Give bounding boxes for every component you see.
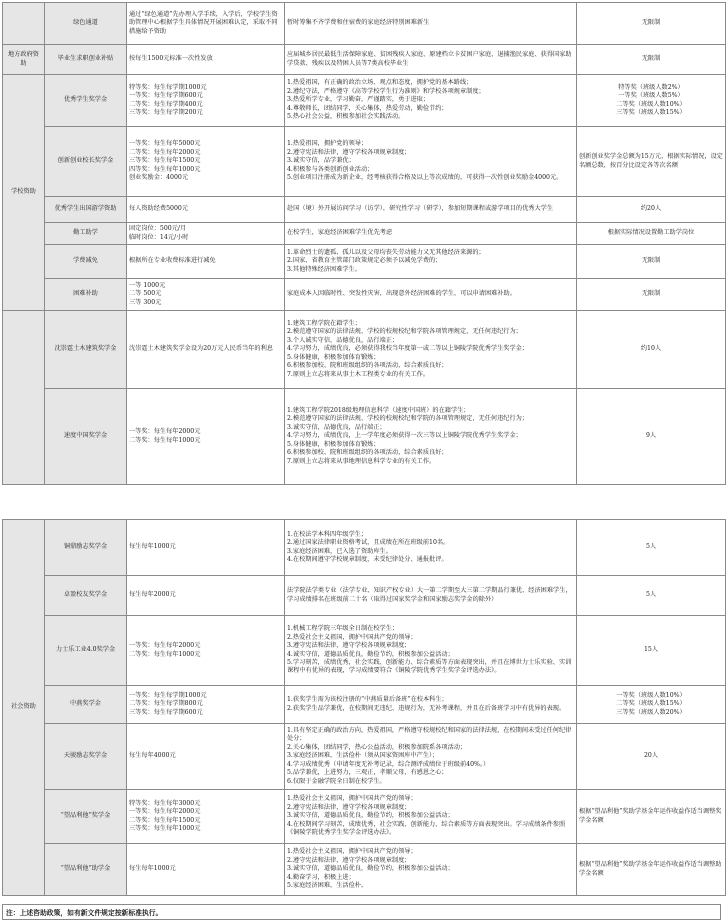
- item-condition: [285, 686, 577, 724]
- item-quota: 15人: [577, 616, 726, 686]
- amount-line: 创业奖励金：4000元: [129, 174, 189, 182]
- amount-line: 三等奖：每生每学期200元: [129, 108, 203, 116]
- amount-line: 二等奖：每生每学期800元: [129, 700, 203, 708]
- item-condition: [285, 724, 577, 790]
- item-condition: 在校学生，家庭经济困难学生优先考虑: [285, 223, 577, 245]
- amount-line: 特等奖：每生每学期1000元: [129, 83, 207, 91]
- condition-line: 2.关心集体，团结同学，热心公益活动，积极参加院系各项活动；: [287, 743, 467, 751]
- condition-line: 2.遵守宪法和法律，遵守学校各项规章制度；: [287, 856, 411, 864]
- condition-line: 1.在校法学本科四年级学生；: [287, 530, 368, 538]
- quota-line: 特等奖（班级人数2%）: [618, 83, 684, 91]
- quota-line: 三等奖（班级人数15%）: [616, 108, 686, 116]
- item-amount: 按每生1500元标准一次性发放: [127, 45, 285, 75]
- quota-line: 一等奖（班级人数5%）: [618, 92, 684, 100]
- item-quota: [577, 75, 726, 127]
- item-amount: 每人资助经费5000元: [127, 197, 285, 223]
- table-row: [3, 245, 726, 279]
- condition-line: 1.热爱祖国，拥护党的领导；: [287, 140, 368, 148]
- table-row: [3, 223, 726, 245]
- item-quota: 约20人: [577, 197, 726, 223]
- item-amount: 每生每年1000元: [127, 520, 285, 576]
- item-amount: [127, 75, 285, 127]
- upper-table: [2, 2, 726, 485]
- condition-line: 1.机械工程学院三年级全日制在校学生；: [287, 625, 399, 633]
- condition-line: 2.热爱社会主义祖国，拥护中国共产党的领导；: [287, 633, 417, 641]
- amount-line: 二等奖：每生每年1000元: [129, 650, 201, 658]
- item-name: 毕业生求职创业补贴: [45, 45, 127, 75]
- item-name: 学费减免: [45, 245, 127, 279]
- item-quota: 20人: [577, 724, 726, 790]
- category-cell: [3, 3, 45, 45]
- category-social: 社会资助: [3, 520, 45, 896]
- category-school: 学校资助: [3, 75, 45, 311]
- condition-line: 3.诚实守信，道德品质优良，勤俭节约，积极参加公益活动；: [287, 812, 454, 820]
- condition-line: 2.国家、省教育主管部门政策规定必须予以减免学费的；: [287, 257, 442, 265]
- item-condition: 法学院法学类专业（法学专业、知识产权专业）大一第二学期至大三第二学期品行兼优、经济困难学生，学习成绩排名在班级前二十名（取得过国家奖学金和国家励志奖学金的除外）: [285, 576, 577, 616]
- condition-line: 4.学习努力，成绩优良，必须获得我校当年度第一或二等以上铜陵学院优秀学生奖学金；: [287, 345, 529, 353]
- amount-line: 三等奖：每生每年1000元: [129, 824, 201, 832]
- amount-line: 三等奖：每生每学期600元: [129, 708, 203, 716]
- item-name: 绿色通道: [45, 3, 127, 45]
- item-amount: [127, 279, 285, 311]
- quota-line: 二等奖（班级人数10%）: [616, 100, 686, 108]
- table-row: [3, 844, 726, 896]
- table-row: [3, 616, 726, 686]
- condition-line: 1.热爱祖国，有正确的政治立场、观点和态度，拥护党的基本路线；: [287, 79, 473, 87]
- amount-line: 二等奖：每生每年2000元: [129, 148, 201, 156]
- item-quota: [577, 686, 726, 724]
- condition-line: 5.家庭经济困难，生活俭朴。: [287, 882, 368, 890]
- condition-line: 1.建筑工程学院2018级地理信息科学（速度中国班）的在籍学生；: [287, 407, 470, 415]
- condition-line: 3.诚实守信，品德优良，品行端正；: [287, 423, 386, 431]
- item-quota: 根据实际情况设置勤工助学岗位: [577, 223, 726, 245]
- item-amount: [127, 389, 285, 485]
- item-name: “望品利他”助学金: [45, 844, 127, 896]
- table-row: [3, 197, 726, 223]
- item-name: 铜鼎励志奖学金: [45, 520, 127, 576]
- condition-line: 2.遵守宪法和法律，遵守学校各项规章制度；: [287, 148, 411, 156]
- item-name: 沈崇霆土木建筑奖学金: [45, 311, 127, 389]
- condition-line: 7.原则上立志将来从事地理信息科学专业的有关工作。: [287, 457, 436, 465]
- item-amount: 每生每年2000元: [127, 576, 285, 616]
- item-name: “望品利他”奖学金: [45, 790, 127, 844]
- amount-line: 二等奖：每生每年1000元: [129, 436, 201, 444]
- condition-line: 2.遵纪守法，严格遵守《高等学校学生行为准则》和学校各项规章制度；: [287, 87, 485, 95]
- condition-line: 1.建筑工程学院在籍学生；: [287, 320, 361, 328]
- condition-line: 3.遵守宪法和法律，遵守学校各项规章制度；: [287, 642, 411, 650]
- item-condition: 暂时筹集不齐学费和住宿费的家庭经济特别困难新生: [285, 3, 577, 45]
- item-condition: [285, 311, 577, 389]
- condition-line: 4.在校期间学习刻苦，成绩优秀，社会实践、创新能力、综合素质等方面表现突出。学习成绩条件参照《铜陵学院优秀学生奖学金评选办法》。: [287, 820, 566, 837]
- condition-line: 1.获奖学生需为该校注册的“中燕质量后备班”在校本科生；: [287, 696, 448, 704]
- amount-line: 一等奖：每生每年2000元: [129, 428, 201, 436]
- amount-line: 特等奖：每生每年3000元: [129, 799, 201, 807]
- item-amount: [127, 686, 285, 724]
- quota-line: 一等奖（班级人数10%）: [616, 691, 686, 699]
- condition-line: 4.积极参与各类创新创业活动；: [287, 165, 374, 173]
- item-condition: [285, 844, 577, 896]
- item-amount: 沈崇霆土木建筑奖学金设为20万元人民币当年的利息: [127, 311, 285, 389]
- condition-line: 4.学习努力，成绩优良，上一学年度必须获得一次三等以上铜陵学院优秀学生奖学金；: [287, 432, 522, 440]
- quota-line: 三等奖（班级人数20%）: [616, 708, 686, 716]
- condition-line: 2.获奖学生品学兼优，在校期间无违纪、违规行为，无补考课程，并且在后备班学习中有优异的表现。: [287, 704, 566, 712]
- item-condition: [285, 75, 577, 127]
- item-condition: [285, 790, 577, 844]
- item-name: 力士乐工业4.0奖学金: [45, 616, 127, 686]
- category-local-gov: 地方政府资助: [3, 45, 45, 75]
- item-condition: [285, 389, 577, 485]
- item-quota: 根据“望品利他”奖助学基金年运作收益作适当调整奖学金名额: [577, 790, 726, 844]
- condition-line: 4.诚实守信，道德品质优良，勤俭节约，积极参加公益活动；: [287, 650, 454, 658]
- condition-line: 3.家庭经济困难，生活俭朴（须从国家资困库中产生）；: [287, 752, 439, 760]
- condition-line: 6.积极参加校、院和班级组织的各项活动，综合素质良好；: [287, 449, 448, 457]
- item-condition: 家庭成本人因临时性、突发性灾害，出现意外经济困难的学生，可以申请困难补助。: [285, 279, 577, 311]
- item-name: 中燕奖学金: [45, 686, 127, 724]
- item-quota: 无限制: [577, 279, 726, 311]
- item-name: 速度中国奖学金: [45, 389, 127, 485]
- table-row: [3, 279, 726, 311]
- amount-line: 一等奖：每生每年2000元: [129, 642, 201, 650]
- condition-line: 3.诚实守信，道德品质优良，勤俭节约，积极参加公益活动；: [287, 865, 454, 873]
- item-amount: [127, 127, 285, 197]
- condition-line: 6.仅限于金融学院全日制在校学生。: [287, 777, 386, 785]
- item-quota: 9人: [577, 389, 726, 485]
- item-name: 优秀学生奖学金: [45, 75, 127, 127]
- amount-line: 一等奖：每生每年5000元: [129, 140, 201, 148]
- item-quota: 创新创业奖学金总额为15万元，根据实际情况，设定名额总数，按百分比设定各等次名额: [577, 127, 726, 197]
- table-row: [3, 790, 726, 844]
- table-row: [3, 3, 726, 45]
- condition-line: 4.学习成绩优秀（申请年度无补考记录，综合测评成绩位于班级前40%。）: [287, 760, 490, 768]
- item-quota: 无限制: [577, 245, 726, 279]
- item-quota: 5人: [577, 520, 726, 576]
- item-amount: 每生每年4000元: [127, 724, 285, 790]
- condition-line: 5.身体健康，积极参加体育锻炼；: [287, 440, 380, 448]
- condition-line: 4.在校期间遵守学校规章制度，未受纪律处分、通报批评。: [287, 555, 448, 563]
- condition-line: 1.热爱社会主义祖国，拥护中国共产党的领导；: [287, 795, 417, 803]
- item-name: 创新创业校长奖学金: [45, 127, 127, 197]
- table-row: [3, 686, 726, 724]
- condition-line: 4.尊敬师长，团结同学，关心集体，热爱劳动，勤俭节约；: [287, 104, 448, 112]
- item-quota: 约10人: [577, 311, 726, 389]
- condition-line: 3.其他特殊经济困难学生。: [287, 265, 361, 273]
- condition-line: 5.学习刻苦，成绩优秀，社会实践、创新能力、综合素质等方面表现突出，并且在博世力士乐实验、实训课程中有优异的表现，学习成绩要符合《铜陵学院优秀学生奖学金评选办法》。: [287, 658, 572, 675]
- item-condition: [285, 616, 577, 686]
- item-quota: 无限制: [577, 3, 726, 45]
- condition-line: 2.模范遵守国家的法律法规、学校的校规校纪和学院各项管理规定，无任何违纪行为；: [287, 328, 522, 336]
- item-amount: [127, 616, 285, 686]
- condition-line: 7.原则上立志将来从事土木工程类专业的有关工作。: [287, 370, 430, 378]
- amount-line: 三等奖：每生每年1500元: [129, 157, 201, 165]
- amount-line: 一等奖：每生每学期600元: [129, 92, 203, 100]
- condition-line: 1.革命烈士的遗孤、孤儿以及父母均丧失劳动能力又无其他经济来源的；: [287, 248, 485, 256]
- item-amount: [127, 223, 285, 245]
- item-name: 困难补助: [45, 279, 127, 311]
- item-name: 勤工助学: [45, 223, 127, 245]
- amount-line: 二等奖：每生每学期400元: [129, 100, 203, 108]
- table-row: [3, 520, 726, 576]
- condition-line: 4.勤奋学习，积极上进；: [287, 873, 355, 881]
- condition-line: 5.热心社会公益，积极参加社会实践活动。: [287, 113, 405, 121]
- amount-line: 二等 500元: [129, 290, 162, 298]
- table-row: [3, 576, 726, 616]
- amount-line: 三等 300元: [129, 298, 162, 306]
- table-row: [3, 45, 726, 75]
- item-condition: 应届城乡居民最低生活保障家庭、贫困残疾人家庭、原建档立卡贫困户家庭、退捕渔民家庭、获得国家助学贷款、残疾以及特困人员等7类高校毕业生: [285, 45, 577, 75]
- table-row: [3, 724, 726, 790]
- item-condition: [285, 245, 577, 279]
- condition-line: 5.品学兼优，上进努力，三观正，孝顺父母，有感恩之心；: [287, 769, 448, 777]
- condition-line: 2.遵守宪法和法律，遵守学校各项规章制度；: [287, 803, 411, 811]
- amount-line: 临时岗位：14元/小时: [129, 233, 189, 241]
- condition-line: 3.家庭经济困难，已入选了资助库生。: [287, 547, 392, 555]
- category-cell: [3, 311, 45, 485]
- condition-line: 2.模范遵守国家的法律法规、学校的校规校纪和学院的各项管理规定，无任何违纪行为；: [287, 415, 529, 423]
- item-condition: [285, 520, 577, 576]
- quota-line: 二等奖（班级人数15%）: [616, 700, 686, 708]
- condition-line: 1.具有坚定正确的政治方向，热爱祖国，严格遵守校规校纪和国家的法律法规，在校期间未受过任何纪律处分；: [287, 727, 572, 743]
- item-quota: 无限制: [577, 45, 726, 75]
- amount-line: 固定岗位：500元/月: [129, 225, 187, 233]
- item-amount: 根据所在专业收费标准进行减免: [127, 245, 285, 279]
- condition-line: 5.创业项目注册成为新企业，经考核获得合格及以上等次成绩的，可获得一次性创业奖励金4000元。: [287, 174, 563, 182]
- lower-table: [2, 519, 726, 896]
- condition-line: 2.通过国家法律职业资格考试，且成绩在所在班级前10名。: [287, 539, 450, 547]
- condition-line: 3.个人诚实守信，品德优良，品行端正；: [287, 336, 399, 344]
- condition-line: 1.热爱社会主义祖国，拥护中国共产党的领导；: [287, 848, 417, 856]
- table-row: [3, 311, 726, 389]
- item-amount: 每生每年1000元: [127, 844, 285, 896]
- item-name: 天骏励志奖学金: [45, 724, 127, 790]
- condition-line: 5.身体健康，积极参加体育锻炼；: [287, 353, 380, 361]
- item-name: 优秀学生出国游学资助: [45, 197, 127, 223]
- table-row: [3, 127, 726, 197]
- item-condition: [285, 127, 577, 197]
- item-name: 卓盈校友奖学金: [45, 576, 127, 616]
- item-amount: [127, 790, 285, 844]
- condition-line: 3.热爱所学专业，学习勤奋，严谨踏实，勇于进取；: [287, 96, 430, 104]
- amount-line: 一等奖：每生每学期1000元: [129, 691, 207, 699]
- item-condition: 赴国（境）外开展访问学习（访学），研究性学习（研学），参加短期课程或游学项目的优秀大学生: [285, 197, 577, 223]
- amount-line: 一等奖：每生每年2000元: [129, 808, 201, 816]
- item-quota: 根据“望品利他”奖助学基金年运作收益作适当调整助学金名额: [577, 844, 726, 896]
- condition-line: 6.积极参加校、院和班级组织的各项活动，综合素质良好；: [287, 362, 448, 370]
- table-row: [3, 389, 726, 485]
- amount-line: 四等奖：每生每年1000元: [129, 165, 201, 173]
- item-amount: 通过“绿色通道”先办理入学手续，入学后，学校学生资助管理中心根据学生具体情况开展困难认定，采取不同措施给予资助: [127, 3, 285, 45]
- condition-line: 3.诚实守信，品学兼优；: [287, 157, 355, 165]
- item-quota: 5人: [577, 576, 726, 616]
- table-row: [3, 75, 726, 127]
- amount-line: 一等 1000元: [129, 281, 166, 289]
- amount-line: 二等奖：每生每年1500元: [129, 816, 201, 824]
- footnote: 注：上述咨助政策，如有新文件规定按新标准执行。: [2, 904, 721, 920]
